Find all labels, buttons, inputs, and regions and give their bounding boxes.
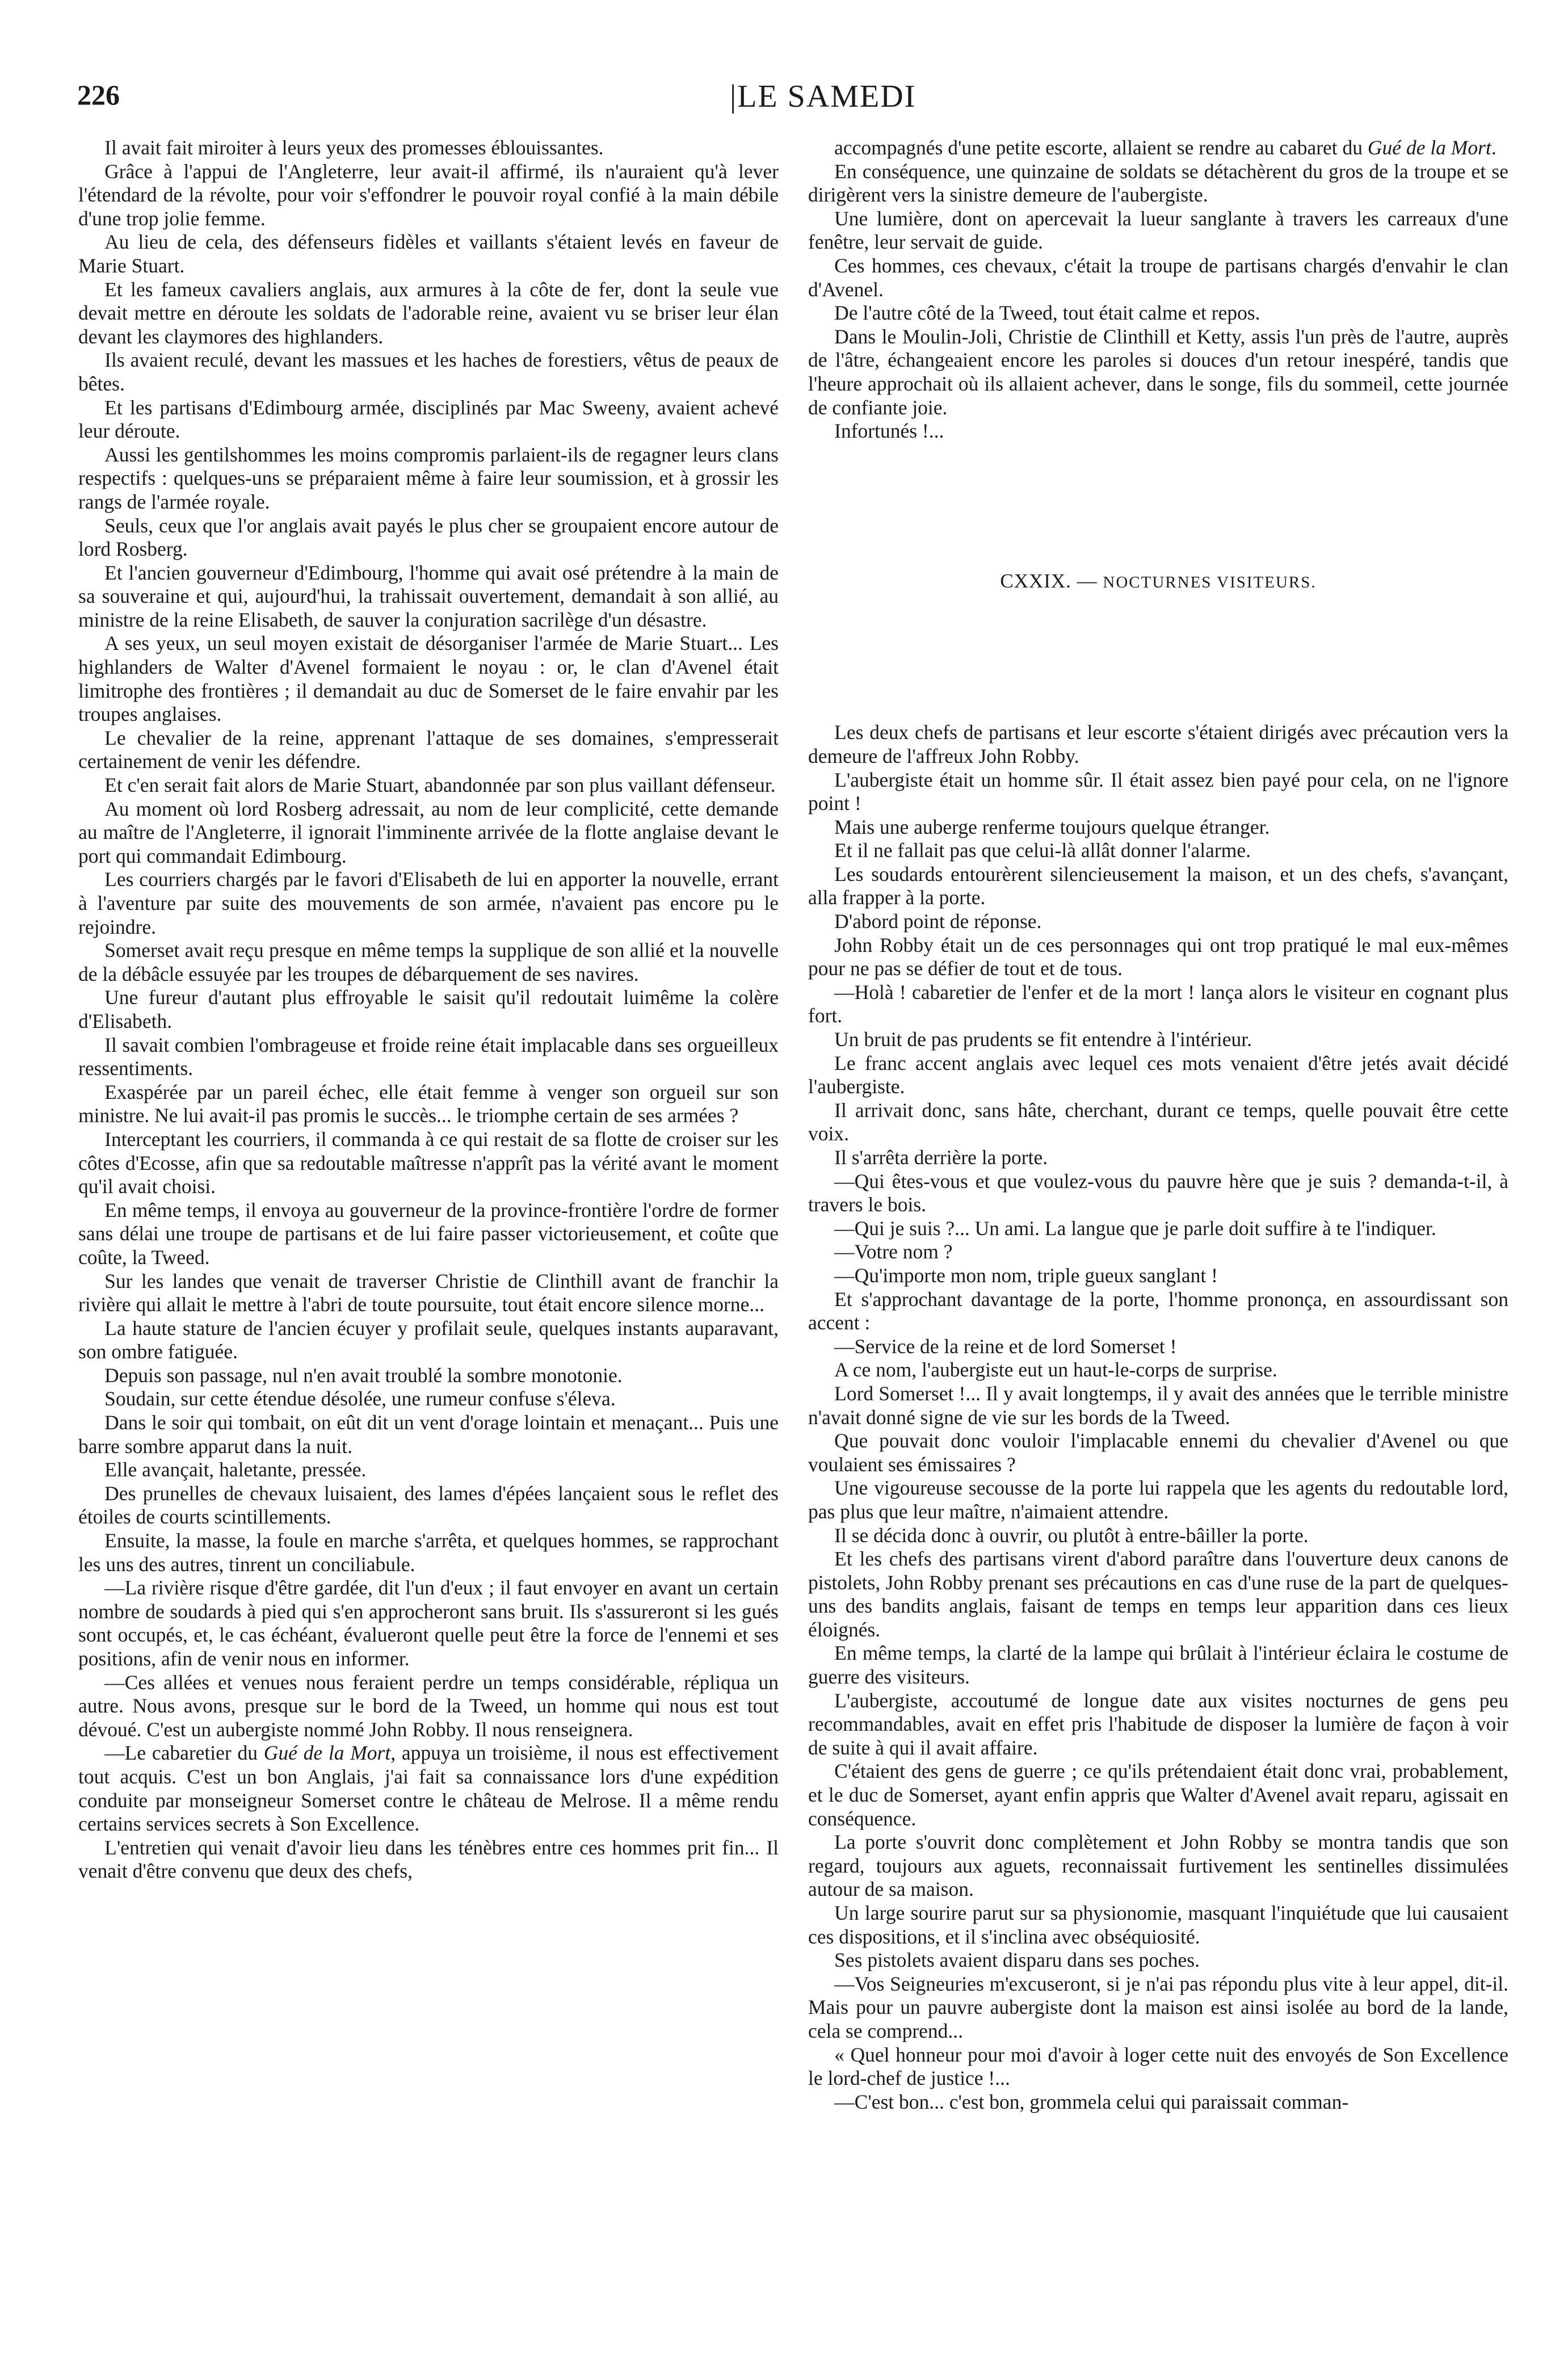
paragraph: —Qui je suis ?... Un ami. La langue que je parle doit suffire à te l'indiquer. <box>834 1216 1436 1240</box>
paragraph: Il s'arrêta derrière la porte. <box>834 1146 1048 1169</box>
paragraph: Seuls, ceux que l'or anglais avait payés le plus cher se groupaient encore autour de lord Rosberg. <box>78 514 779 561</box>
paragraph: —Qui êtes-vous et que voulez-vous du pauvre hère que je suis ? demanda-t-il, à travers le bois. <box>808 1169 1508 1216</box>
paragraph: Elle avançait, haletante, pressée. <box>104 1458 367 1481</box>
paragraph: Une vigoureuse secousse de la porte lui rappela que les agents du redoutable lord, pas plus que leur maître, n'aimaient attendre. <box>808 1476 1508 1523</box>
paragraph: Exaspérée par un pareil échec, elle était femme à venger son orgueil sur son ministre. Ne lui avait-il pas promis le succès... le triomphe certain de ses armées ? <box>78 1080 779 1127</box>
paragraph: Les soudards entourèrent silencieusement la maison, et un des chefs, s'avançant, alla frapper à la porte. <box>808 862 1508 909</box>
paragraph: Ses pistolets avaient disparu dans ses poches. <box>834 1949 1200 1972</box>
right-column <box>808 136 1508 2114</box>
paragraph: En conséquence, une quinzaine de soldats se détachèrent du gros de la troupe et se dirigèrent vers la sinistre demeure de l'aubergiste. <box>808 159 1508 207</box>
paragraph: Les courriers chargés par le favori d'Elisabeth de lui en apporter la nouvelle, errant à l'aventure par suite des mouvements de son armée, n'avaient pas encore pu le rejoindre. <box>78 868 779 938</box>
paragraph: Interceptant les courriers, il commanda à ce qui restait de sa flotte de croiser sur les côtes d'Ecosse, afin que sa redoutable maîtresse n'apprît pas la vérité avant le moment qu'il avait choisi. <box>78 1127 779 1198</box>
paragraph: Somerset avait reçu presque en même temps la supplique de son allié et la nouvelle de la débâcle essuyée par les troupes de débarquement de ses navires. <box>78 939 779 985</box>
paragraph: Soudain, sur cette étendue désolée, une rumeur confuse s'éleva. <box>104 1387 616 1411</box>
paragraph: Dans le Moulin-Joli, Christie de Clinthill et Ketty, assis l'un près de l'autre, auprès de l'âtre, échangeaient encore les paroles si douces d'un retour inespéré, tandis que l'heure approchait où ils allaient achever, dans le songe, fils du sommeil, cette journée de confiante joie. <box>808 325 1508 419</box>
paragraph: John Robby était un de ces personnages qui ont trop pratiqué le mal eux-mêmes pour ne pas se défier de tout et de tous. <box>808 933 1508 980</box>
paragraph: Et s'approchant davantage de la porte, l'homme prononça, en assourdissant son accent : <box>808 1287 1508 1334</box>
paragraph: La porte s'ouvrit donc complètement et John Robby se montra tandis que son regard, toujours aux aguets, reconnaissait furtivement les sentinelles dissimulées autour de sa maison. <box>808 1831 1508 1901</box>
paragraph: —Votre nom ? <box>834 1240 953 1264</box>
paragraph: Et il ne fallait pas que celui-là allât donner l'alarme. <box>834 839 1251 862</box>
paragraph: Et les chefs des partisans virent d'abord paraître dans l'ouverture deux canons de pistolets, John Robby prenant ses précautions en cas d'une ruse de la part de quelques-uns des bandits anglais, faisant de temps en temps leur apparition dans ces lieux éloignés. <box>808 1547 1508 1641</box>
paragraph: Ensuite, la masse, la foule en marche s'arrêta, et quelques hommes, se rapprochant les uns des autres, tinrent un conciliabule. <box>78 1529 779 1576</box>
left-column <box>78 136 779 1883</box>
right-column-before-chapter <box>808 136 1508 443</box>
paragraph: Une lumière, dont on apercevait la lueur sanglante à travers les carreaux d'une fenêtre, leur servait de guide. <box>808 207 1508 254</box>
paragraph: L'aubergiste, accoutumé de longue date aux visites nocturnes de gens peu recommandables, avait en effet pris l'habitude de disposer la lumière de façon à voir de suite à qui il avait affaire. <box>808 1689 1508 1759</box>
paragraph: La haute stature de l'ancien écuyer y profilait seule, quelques instants auparavant, son ombre fatiguée. <box>78 1316 779 1363</box>
paragraph: Sur les landes que venait de traverser Christie de Clinthill avant de franchir la rivière qui allait le mettre à l'abri de toute poursuite, tout était encore silence morne... <box>78 1269 779 1316</box>
paragraph: Le franc accent anglais avec lequel ces mots venaient d'être jetés avait décidé l'aubergiste. <box>808 1051 1508 1098</box>
paragraph: Et c'en serait fait alors de Marie Stuart, abandonnée par son plus vaillant défenseur. <box>104 774 776 797</box>
right-column-after-chapter <box>808 721 1508 2114</box>
paragraph: Un bruit de pas prudents se fit entendre à l'intérieur. <box>834 1028 1252 1051</box>
running-title: |LE SAMEDI <box>730 79 917 114</box>
paragraph: Grâce à l'appui de l'Angleterre, leur avait-il affirmé, ils n'auraient qu'à lever l'étendard de la révolte, pour voir s'effondrer le pouvoir royal confié à la main débile d'une trop jolie femme. <box>78 159 779 230</box>
paragraph: D'abord point de réponse. <box>834 910 1042 933</box>
paragraph: Au moment où lord Rosberg adressait, au nom de leur complicité, cette demande au maître de l'Angleterre, il ignorait l'imminente arrivée de la flotte anglaise devant le port qui commandait Edimbourg. <box>78 797 779 867</box>
paragraph: Et les fameux cavaliers anglais, aux armures à la côte de fer, dont la seule vue devait mettre en déroute les soldats de l'adorable reine, avaient vu se briser leur élan devant les claymores des highlanders. <box>78 278 779 348</box>
paragraph: Et l'ancien gouverneur d'Edimbourg, l'homme qui avait osé prétendre à la main de sa souveraine et qui, aujourd'hui, la trahissait ouvertement, demandait à son allié, au ministre de la reine Elisabeth, de sauver la conjuration sacrilège d'un désastre. <box>78 561 779 631</box>
paragraph: —Service de la reine et de lord Somerset ! <box>834 1334 1177 1358</box>
paragraph: Ils avaient reculé, devant les massues et les haches de forestiers, vêtus de peaux de bêtes. <box>78 349 779 395</box>
paragraph: Aussi les gentilshommes les moins compromis parlaient-ils de regagner leurs clans respectifs : quelques-uns se préparaient même à faire leur soumission, et à grossir les rangs de l'armée royale. <box>78 443 779 513</box>
paragraph: L'entretien qui venait d'avoir lieu dans les ténèbres entre ces hommes prit fin... Il venait d'être convenu que deux des chefs, <box>78 1836 779 1883</box>
paragraph: Il savait combien l'ombrageuse et froide reine était implacable dans ses orgueilleux ressentiments. <box>78 1033 779 1080</box>
inn-name: Gué de la Mort <box>263 1741 391 1765</box>
paragraph: Mais une auberge renferme toujours quelque étranger. <box>834 815 1270 838</box>
paragraph: Une fureur d'autant plus effroyable le saisit qu'il redoutait luimême la colère d'Elisabeth. <box>78 986 779 1032</box>
paragraph: C'étaient des gens de guerre ; ce qu'ils prétendaient était donc vrai, probablement, et le duc de Somerset, ayant enfin appris que Walter d'Avenel avait reparu, agissait en conséquence. <box>808 1760 1508 1830</box>
paragraph: Et les partisans d'Edimbourg armée, disciplinés par Mac Sweeny, avaient achevé leur déroute. <box>78 396 779 443</box>
paragraph: En même temps, il envoya au gouverneur de la province-frontière l'ordre de former sans délai une troupe de partisans et de lui faire passer victorieusement, et coûte que coûte, la Tweed. <box>78 1198 779 1269</box>
paragraph: En même temps, la clarté de la lampe qui brûlait à l'intérieur éclaira le costume de guerre des visiteurs. <box>808 1642 1508 1689</box>
paragraph: L'aubergiste était un homme sûr. Il était assez bien payé pour cela, on ne l'ignore point ! <box>808 768 1508 815</box>
paragraph: —Vos Seigneuries m'excuseront, si je n'ai pas répondu plus vite à leur appel, dit-il. Mais pour un pauvre aubergiste dont la maison est ainsi isolée au bord de la lande, cela se comprend... <box>808 1972 1508 2042</box>
paragraph: —La rivière risque d'être gardée, dit l'un d'eux ; il faut envoyer en avant un certain nombre de soudards à pied qui s'en approcheront sans bruit. Ils s'assureront si les gués sont occupés, et, le cas échéant, évalueront quelle peut être la force de l'ennemi et ses positions, afin de venir nous en informer. <box>78 1576 779 1670</box>
paragraph: Le chevalier de la reine, apprenant l'attaque de ses domaines, s'empresserait certainement de venir les défendre. <box>78 726 779 773</box>
paragraph: accompagnés d'une petite escorte, allaient se rendre au cabaret du Gué de la Mort. <box>834 136 1496 159</box>
paragraph: Que pouvait donc vouloir l'implacable ennemi du chevalier d'Avenel ou que voulaient ses émissaires ? <box>808 1429 1508 1476</box>
paragraph: Des prunelles de chevaux luisaient, des lames d'épées lançaient sous le reflet des étoiles de courts scintillements. <box>78 1481 779 1529</box>
paragraph: Infortunés !... <box>834 419 944 443</box>
paragraph: —C'est bon... c'est bon, grommela celui qui paraissait comman- <box>834 2090 1349 2113</box>
paragraph: —Holà ! cabaretier de l'enfer et de la mort ! lança alors le visiteur en cognant plus fort. <box>808 980 1508 1027</box>
paragraph: A ce nom, l'aubergiste eut un haut-le-corps de surprise. <box>834 1358 1277 1382</box>
paragraph: Depuis son passage, nul n'en avait troublé la sombre monotonie. <box>104 1363 623 1387</box>
page-header <box>45 78 1498 124</box>
paragraph: Les deux chefs de partisans et leur escorte s'étaient dirigés avec précaution vers la demeure de l'affreux John Robby. <box>808 721 1508 767</box>
paragraph: Il avait fait miroiter à leurs yeux des promesses éblouissantes. <box>104 136 604 159</box>
paragraph: De l'autre côté de la Tweed, tout était calme et repos. <box>834 301 1260 325</box>
paragraph: Il se décida donc à ouvrir, ou plutôt à entre-bâiller la porte. <box>834 1523 1309 1547</box>
paragraph: Il arrivait donc, sans hâte, cherchant, durant ce temps, quelle pouvait être cette voix. <box>808 1098 1508 1145</box>
inn-name: Gué de la Mort <box>1367 136 1491 159</box>
paragraph: —Qu'importe mon nom, triple gueux sanglant ! <box>834 1264 1218 1287</box>
paragraph: A ses yeux, un seul moyen existait de désorganiser l'armée de Marie Stuart... Les highlanders de Walter d'Avenel formaient le noyau : or, le clan d'Avenel était limitrophe des frontières ; il demandait au duc de Somerset de le faire envahir par les troupes anglaises. <box>78 632 779 726</box>
paragraph: Un large sourire parut sur sa physionomie, masquant l'inquiétude que lui causaient ces dispositions, et il s'inclina avec obséquiosité. <box>808 1902 1508 1948</box>
chapter-heading: CXXIX. — NOCTURNES VISITEURS. <box>1000 569 1317 592</box>
paragraph: Ces hommes, ces chevaux, c'était la troupe de partisans chargés d'envahir le clan d'Avenel. <box>808 254 1508 301</box>
paragraph: Au lieu de cela, des défenseurs fidèles et vaillants s'étaient levés en faveur de Marie Stuart. <box>78 230 779 277</box>
paragraph: Lord Somerset !... Il y avait longtemps, il y avait des années que le terrible ministre n'avait donné signe de vie sur les bords de la Tweed. <box>808 1382 1508 1429</box>
chapter-title: NOCTURNES VISITEURS. <box>1103 573 1317 591</box>
page-number: 226 <box>77 79 120 111</box>
paragraph: « Quel honneur pour moi d'avoir à loger cette nuit des envoyés de Son Excellence le lord-chef de justice !... <box>808 2043 1508 2090</box>
paragraph: —Ces allées et venues nous feraient perdre un temps considérable, répliqua un autre. Nous avons, presque sur le bord de la Tweed, un homme qui nous est tout dévoué. C'est un aubergiste nommé John Robby. Il nous renseignera. <box>78 1670 779 1741</box>
paragraph: —Le cabaretier du Gué de la Mort, appuya un troisième, il nous est effectivement tout acquis. C'est un bon Anglais, j'ai fait sa connaissance lors d'une expédition conduite par monseigneur Somerset contre le château de Melrose. Il a même rendu certains services secrets à Son Excellence. <box>78 1741 779 1836</box>
paragraph: Dans le soir qui tombait, on eût dit un vent d'orage lointain et menaçant... Puis une barre sombre apparut dans la nuit. <box>78 1411 779 1458</box>
